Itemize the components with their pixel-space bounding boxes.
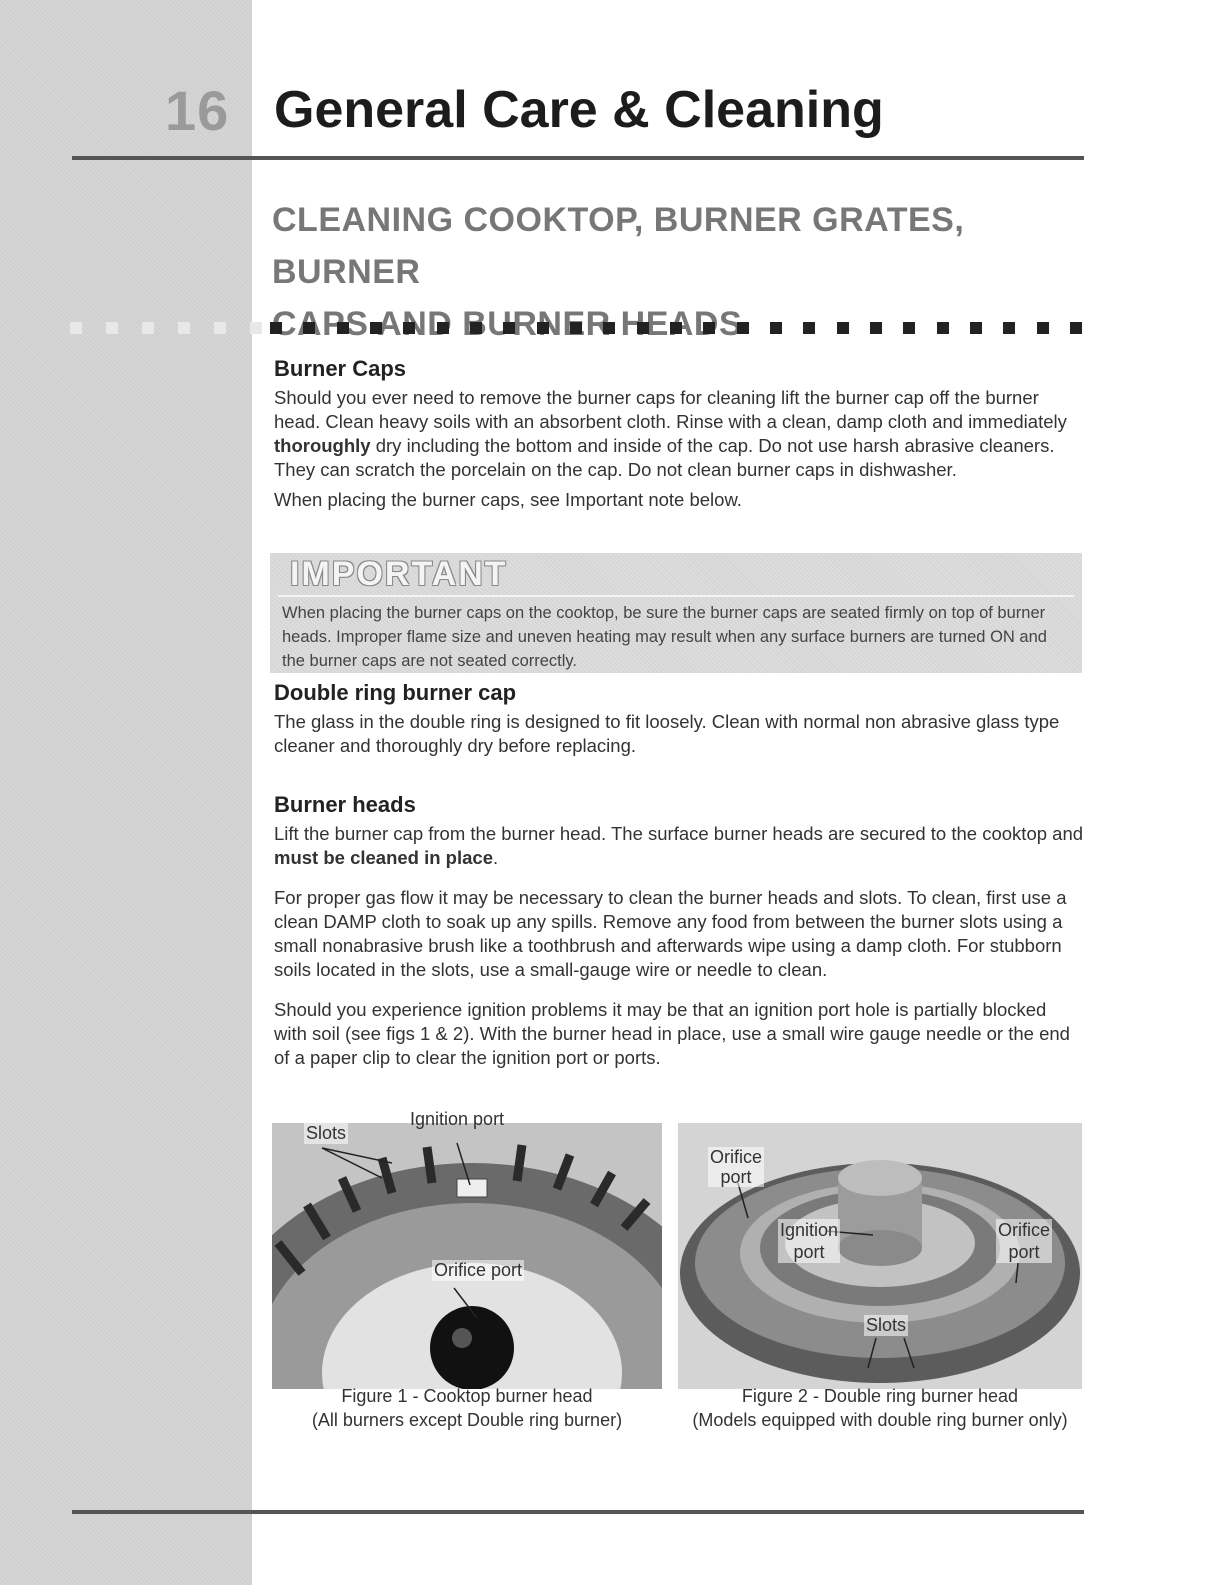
section-dot-row [270, 322, 1082, 336]
double-ring-section [274, 680, 1084, 758]
dot [637, 322, 649, 334]
footer-rule [72, 1510, 1084, 1514]
label-ignition-port [778, 1219, 840, 1263]
dot [178, 322, 190, 334]
label-ignition-port: Ignition port [410, 1109, 505, 1129]
dot [537, 322, 549, 334]
dot [570, 322, 582, 334]
dot [837, 322, 849, 334]
bold-text-run: must be cleaned in place [274, 847, 493, 868]
page-title: General Care & Cleaning [274, 81, 884, 139]
important-rule [278, 595, 1074, 597]
important-title: IMPORTANT [290, 555, 508, 593]
label-line: port [1008, 1242, 1040, 1262]
label-line: port [720, 1167, 752, 1187]
burner-head-illustration [272, 1123, 662, 1389]
dot [70, 322, 82, 334]
burner-heads-paragraph-1 [274, 822, 1084, 870]
label-line: Orifice [998, 1220, 1051, 1240]
dot [737, 322, 749, 334]
burner-caps-section [274, 356, 1084, 512]
burner-caps-note: When placing the burner caps, see Important note below. [274, 489, 742, 510]
dot [903, 322, 915, 334]
page-number: 16 [165, 79, 230, 142]
dot [603, 322, 615, 334]
text-run: Lift the burner cap from the burner head. The surface burner heads are secured to the cooktop and [274, 823, 1084, 844]
dot [1003, 322, 1015, 334]
figure-2-caption [678, 1384, 1082, 1432]
dot [403, 322, 415, 334]
figure-2-photo [678, 1123, 1082, 1389]
dot [250, 322, 262, 334]
caption-line: Figure 2 - Double ring burner head [741, 1386, 1019, 1406]
dot [937, 322, 949, 334]
text-run: dry including the bottom and inside of the cap. Do not use harsh abrasive cleaners. They can scratch the porcelain on the cap. Do not clean burner caps in dishwasher. [274, 435, 1055, 480]
burner-heads-heading: Burner heads [274, 792, 416, 817]
dot [770, 322, 782, 334]
dot [106, 322, 118, 334]
text-run: Should you ever need to remove the burner caps for cleaning lift the burner cap off the burner head. Clean heavy soils with an absorbent cloth. Rinse with a clean, damp cloth and immediately [274, 387, 1067, 432]
dot [303, 322, 315, 334]
burner-heads-paragraph-2: For proper gas flow it may be necessary to clean the burner heads and slots. To clean, first use a clean DAMP cloth to soak up any spills. Remove any food from between the burner slots using a small nonabrasive brush like a toothbrush and afterwards wipe using a damp cloth. For stubborn soils located in the slots, use a small-gauge wire or needle to clean. [274, 887, 1067, 980]
label-slots: Slots [306, 1123, 347, 1143]
section-title-line-1: CLEANING COOKTOP, BURNER GRATES, BURNER [272, 201, 965, 291]
caption-line: Figure 1 - Cooktop burner head [341, 1386, 593, 1406]
label-line: port [793, 1242, 825, 1262]
burner-heads-paragraph-3: Should you experience ignition problems it may be that an ignition port hole is partially blocked with soil (see figs 1 & 2). With the burner head in place, use a small wire gauge needle or the end of a paper clip to clear the ignition port or ports. [274, 999, 1070, 1068]
dot [970, 322, 982, 334]
text-run: . [493, 847, 499, 868]
important-box [270, 553, 1082, 673]
sidebar-band [0, 0, 252, 1585]
header-rule [72, 156, 1084, 160]
figure-1-photo [272, 1123, 662, 1389]
dot [1070, 322, 1082, 334]
burner-caps-paragraph [274, 386, 1084, 482]
dot [437, 322, 449, 334]
double-ring-text: The glass in the double ring is designed to fit loosely. Clean with normal non abrasive glass type cleaner and thoroughly dry before replacing. [274, 711, 1060, 756]
caption-line: (All burners except Double ring burner) [311, 1410, 623, 1430]
burner-caps-heading: Burner Caps [274, 356, 407, 381]
dot [214, 322, 226, 334]
dot [270, 322, 282, 334]
label-orifice-port-right [996, 1219, 1052, 1263]
double-ring-heading: Double ring burner cap [274, 680, 517, 705]
label-line: Ignition [780, 1220, 839, 1240]
dot [470, 322, 482, 334]
label-slots: Slots [866, 1315, 907, 1335]
label-line: Orifice [710, 1147, 763, 1167]
dot [703, 322, 715, 334]
dot [870, 322, 882, 334]
dot [337, 322, 349, 334]
figure-1-caption [272, 1384, 662, 1432]
bold-text-run: thoroughly [274, 435, 371, 456]
caption-line: (Models equipped with double ring burner only) [692, 1410, 1068, 1430]
label-orifice-port-left [708, 1147, 764, 1187]
dot [803, 322, 815, 334]
dot [370, 322, 382, 334]
dot [1037, 322, 1049, 334]
sidebar-dot-row [70, 322, 262, 336]
section-title-line-2: CAPS [272, 305, 369, 343]
burner-heads-section [274, 792, 1084, 1070]
dot [142, 322, 154, 334]
label-orifice-port: Orifice port [434, 1260, 523, 1280]
dot [670, 322, 682, 334]
dot [503, 322, 515, 334]
important-text: When placing the burner caps on the cooktop, be sure the burner caps are seated firmly on top of burner heads. Improper flame size and uneven heating may result when any surface burners are turned ON and the burner caps are not seated correctly. [282, 604, 1047, 670]
